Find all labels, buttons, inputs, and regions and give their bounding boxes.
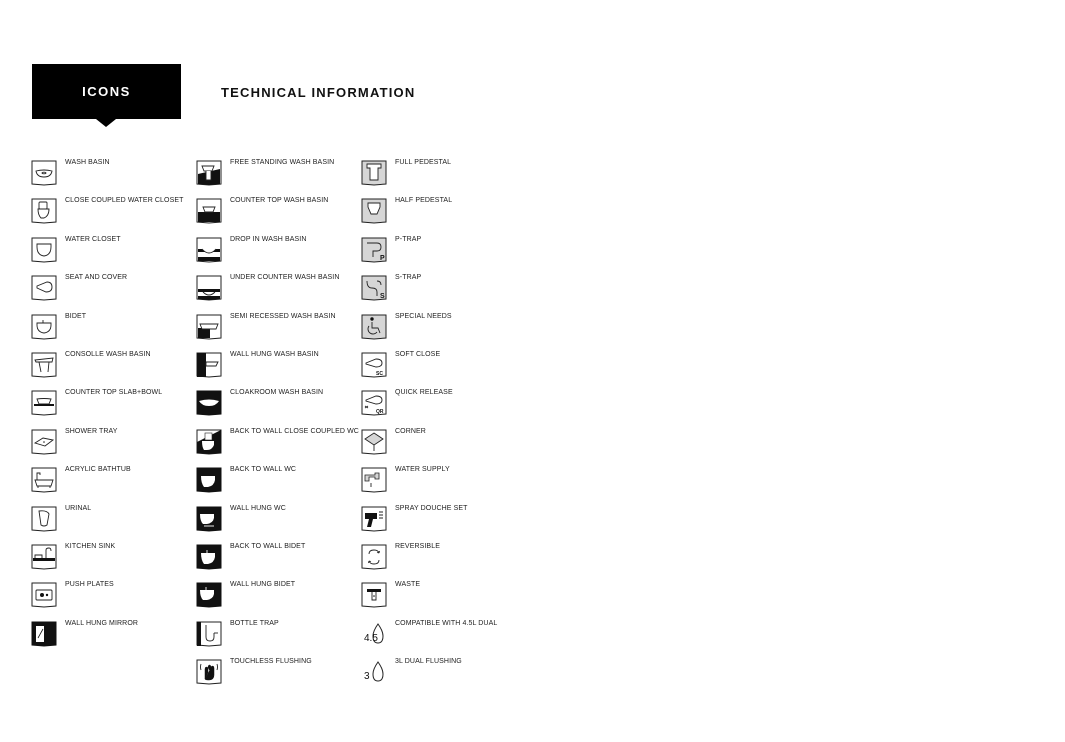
- close-coupled-wc-icon: [31, 198, 57, 224]
- consolle-basin-icon: [31, 352, 57, 378]
- icon-legend-label: SHOWER TRAY: [65, 427, 118, 435]
- icon-legend-item: [31, 425, 191, 455]
- svg-text:QR: QR: [376, 409, 384, 416]
- wall-hung-wc-icon: [196, 506, 222, 532]
- icon-legend-item: [31, 463, 191, 493]
- icon-legend-label: URINAL: [65, 504, 92, 512]
- free-standing-basin-icon: [196, 160, 222, 186]
- icon-legend-label: BACK TO WALL WC: [230, 466, 297, 474]
- icon-legend-item: [31, 194, 191, 224]
- dual-3-icon: [361, 659, 387, 685]
- icon-legend-item: [361, 348, 521, 378]
- icons-tab[interactable]: [32, 64, 181, 119]
- icon-legend-label: 3L DUAL FLUSHING: [395, 658, 462, 666]
- icon-legend-item: [31, 502, 191, 532]
- cloakroom-basin-icon: [196, 390, 222, 416]
- icon-legend-item: [196, 463, 356, 493]
- icon-legend-label: FULL PEDESTAL: [395, 159, 452, 166]
- bottle-trap-icon: [196, 621, 222, 647]
- icon-legend-label: WASH BASIN: [65, 159, 110, 166]
- icon-legend-item: [361, 502, 521, 532]
- icon-legend-label: COUNTER TOP SLAB+BOWL: [65, 389, 163, 397]
- urinal-icon: [31, 506, 57, 532]
- icon-legend-label: SOFT CLOSE: [395, 351, 441, 358]
- icon-legend-item: [361, 271, 521, 301]
- icon-legend-label: BACK TO WALL CLOSE COUPLED WC: [230, 427, 359, 435]
- water-supply-icon: [361, 467, 387, 493]
- spray-douche-icon: [361, 506, 387, 532]
- icons-tab-label: ICONS: [82, 84, 131, 99]
- icon-legend-label: BOTTLE TRAP: [230, 619, 279, 627]
- icon-legend-item: [31, 310, 191, 340]
- icon-legend-item: [196, 540, 356, 570]
- quick-release-icon: [361, 390, 387, 416]
- icon-legend-item: [361, 463, 521, 493]
- icon-legend-label: REVERSIBLE: [395, 543, 440, 550]
- counter-slab-bowl-icon: [31, 390, 57, 416]
- btw-wc-icon: [196, 467, 222, 493]
- icon-legend-label: PUSH PLATES: [65, 581, 114, 589]
- mirror-icon: [31, 621, 57, 647]
- icon-legend-label: S-TRAP: [395, 274, 422, 282]
- icon-legend-label: CLOAKROOM WASH BASIN: [230, 389, 324, 397]
- btw-close-coupled-icon: [196, 429, 222, 455]
- seat-cover-icon: [31, 275, 57, 301]
- icon-legend-item: [361, 655, 521, 685]
- wall-hung-bidet-icon: [196, 582, 222, 608]
- icon-legend-label: ACRYLIC BATHTUB: [65, 466, 131, 474]
- icon-legend-item: [196, 156, 356, 186]
- shower-tray-icon: [31, 429, 57, 455]
- svg-text:3: 3: [364, 671, 370, 683]
- water-closet-icon: [31, 237, 57, 263]
- icon-legend-item: [361, 310, 521, 340]
- icon-legend-item: [361, 386, 521, 416]
- s-trap-icon: [361, 275, 387, 301]
- push-plates-icon: [31, 582, 57, 608]
- icon-legend-item: [196, 194, 356, 224]
- counter-top-basin-icon: [196, 198, 222, 224]
- icon-legend-item: [196, 502, 356, 532]
- icon-legend-label: COMPATIBLE WITH 4.5L DUAL: [395, 619, 498, 627]
- icon-legend-item: [196, 348, 356, 378]
- icon-legend-item: [31, 540, 191, 570]
- icon-legend-item: [196, 425, 359, 455]
- icon-legend-item: [361, 578, 521, 608]
- icon-legend-label: QUICK RELEASE: [395, 389, 453, 397]
- icon-legend-label: SPECIAL NEEDS: [395, 312, 452, 320]
- btw-bidet-icon: [196, 544, 222, 570]
- icon-legend-label: CORNER: [395, 427, 426, 435]
- icon-legend-item: [31, 348, 191, 378]
- under-counter-basin-icon: [196, 275, 222, 301]
- icon-legend-item: [196, 578, 356, 608]
- icon-legend-item: [361, 540, 521, 570]
- icon-legend-label: HALF PEDESTAL: [395, 197, 453, 205]
- icon-legend-label: COUNTER TOP WASH BASIN: [230, 197, 329, 205]
- icon-legend-label: WALL HUNG MIRROR: [65, 619, 139, 627]
- icon-legend-item: [31, 386, 191, 416]
- icon-legend-item: [196, 233, 356, 263]
- icon-legend-item: [361, 425, 521, 455]
- waste-icon: [361, 582, 387, 608]
- icon-legend-label: SPRAY DOUCHE SET: [395, 504, 468, 512]
- page-heading: TECHNICAL INFORMATION: [221, 85, 416, 100]
- icon-legend-label: CONSOLLE WASH BASIN: [65, 351, 151, 358]
- icon-legend-label: WALL HUNG WASH BASIN: [230, 351, 319, 358]
- icon-legend-item: [196, 386, 356, 416]
- icon-legend-label: KITCHEN SINK: [65, 543, 116, 550]
- icon-legend-label: BACK TO WALL BIDET: [230, 543, 306, 550]
- bidet-icon: [31, 314, 57, 340]
- icon-legend-label: P-TRAP: [395, 235, 422, 243]
- icon-legend-item: [31, 233, 191, 263]
- reversible-icon: [361, 544, 387, 570]
- svg-text:SC: SC: [376, 371, 383, 377]
- svg-text:4.5: 4.5: [364, 632, 378, 644]
- icon-legend-label: WASTE: [395, 581, 421, 589]
- touchless-flush-icon: [196, 659, 222, 685]
- icon-legend-label: WATER SUPPLY: [395, 466, 450, 474]
- icon-legend-label: BIDET: [65, 312, 87, 320]
- icon-legend-item: [361, 233, 521, 263]
- bathtub-icon: [31, 467, 57, 493]
- wash-basin-icon: [31, 160, 57, 186]
- icon-legend-item: [196, 310, 356, 340]
- icon-legend-label: SEAT AND COVER: [65, 274, 128, 282]
- svg-text:S: S: [380, 293, 385, 301]
- full-pedestal-icon: [361, 160, 387, 186]
- icon-legend-label: CLOSE COUPLED WATER CLOSET: [65, 197, 184, 205]
- half-pedestal-icon: [361, 198, 387, 224]
- icon-legend-label: FREE STANDING WASH BASIN: [230, 159, 335, 166]
- svg-text:P: P: [380, 254, 385, 262]
- icon-legend-item: [361, 617, 521, 647]
- icon-legend-label: UNDER COUNTER WASH BASIN: [230, 274, 340, 282]
- p-trap-icon: [361, 237, 387, 263]
- kitchen-sink-icon: [31, 544, 57, 570]
- icon-legend-item: [361, 156, 521, 186]
- wall-hung-basin-icon: [196, 352, 222, 378]
- icon-legend-item: [196, 617, 356, 647]
- icon-legend-label: TOUCHLESS FLUSHING: [230, 658, 312, 666]
- icon-legend-label: WALL HUNG BIDET: [230, 581, 296, 589]
- icon-legend-item: [196, 655, 356, 685]
- icon-legend-item: [31, 578, 191, 608]
- icon-legend-label: WALL HUNG WC: [230, 504, 286, 512]
- icon-legend-item: [196, 271, 356, 301]
- icon-legend-item: [31, 617, 191, 647]
- soft-close-icon: [361, 352, 387, 378]
- icon-legend-label: WATER CLOSET: [65, 235, 121, 243]
- icon-legend-label: SEMI RECESSED WASH BASIN: [230, 312, 336, 320]
- icon-legend-label: DROP IN WASH BASIN: [230, 235, 307, 243]
- corner-icon: [361, 429, 387, 455]
- icon-legend-item: [31, 271, 191, 301]
- drop-in-basin-icon: [196, 237, 222, 263]
- semi-recessed-basin-icon: [196, 314, 222, 340]
- dual-45-icon: [361, 621, 387, 647]
- wheelchair-icon: [361, 314, 387, 340]
- icon-legend-item: [361, 194, 521, 224]
- icon-legend-item: [31, 156, 191, 186]
